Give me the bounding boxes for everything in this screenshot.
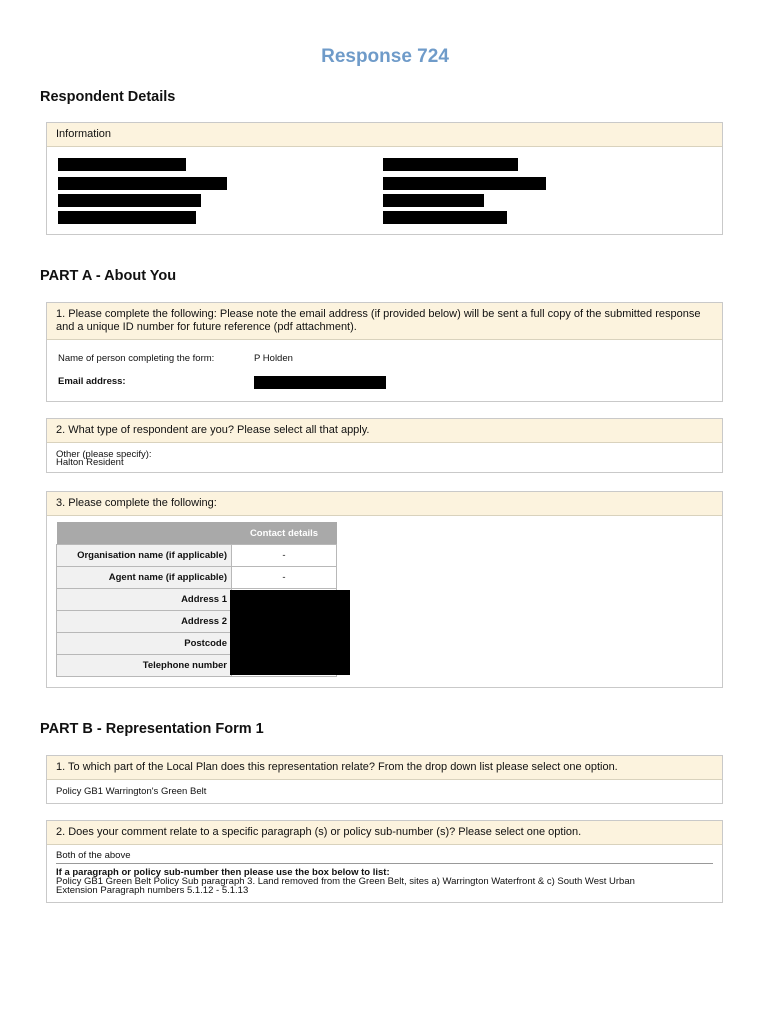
email-label: Email address: — [58, 376, 126, 387]
paragraph-list-line: Policy GB1 Green Belt Policy Sub paragraph 3. Land removed from the Green Belt, sites a) Warrington Waterfront & c) South West Urban — [56, 876, 635, 887]
question-box-a3 — [46, 491, 723, 688]
question-text: 3. Please complete the following: — [47, 492, 722, 516]
name-label: Name of person completing the form: — [58, 353, 215, 364]
name-value: P Holden — [254, 353, 293, 364]
redacted-block — [58, 158, 186, 171]
paragraph-answer: Both of the above — [56, 850, 131, 861]
question-text: 1. Please complete the following: Please note the email address (if provided below) will be sent a full copy of the submitted response and a unique ID number for future reference (pdf attachment). — [47, 303, 722, 340]
row-label: Address 2 — [57, 611, 232, 633]
redacted-block — [383, 194, 484, 207]
question-text: 2. What type of respondent are you? Please select all that apply. — [47, 419, 722, 443]
redacted-block — [58, 177, 227, 190]
table-corner — [57, 522, 232, 545]
page-title: Response 724 — [321, 46, 449, 67]
table-header: Contact details — [232, 522, 337, 545]
question-box-a1 — [46, 302, 723, 402]
redacted-block — [383, 158, 518, 171]
table-row — [57, 567, 337, 589]
row-label: Postcode — [57, 633, 232, 655]
information-box-title: Information — [47, 123, 722, 147]
redacted-block — [383, 177, 546, 190]
redacted-block — [58, 194, 201, 207]
table-row — [57, 545, 337, 567]
redacted-email — [254, 376, 386, 389]
question-text: 1. To which part of the Local Plan does this representation relate? From the drop down list please select one option. — [47, 756, 722, 780]
row-value: - — [232, 567, 337, 589]
question-box-a2 — [46, 418, 723, 473]
row-label: Address 1 — [57, 589, 232, 611]
redacted-block — [58, 211, 196, 224]
question-text: 2. Does your comment relate to a specific paragraph (s) or policy sub-number (s)? Please select one option. — [47, 821, 722, 845]
row-label: Telephone number — [57, 655, 232, 677]
row-value: - — [232, 545, 337, 567]
respondent-type-detail: Halton Resident — [56, 457, 124, 468]
part-b-heading: PART B - Representation Form 1 — [40, 721, 264, 737]
paragraph-list-label: If a paragraph or policy sub-number then please use the box below to list: — [56, 867, 390, 878]
question-box-b2 — [46, 820, 723, 903]
row-label: Agent name (if applicable) — [57, 567, 232, 589]
information-box — [46, 122, 723, 235]
redacted-block — [383, 211, 507, 224]
question-box-b1 — [46, 755, 723, 804]
local-plan-answer: Policy GB1 Warrington's Green Belt — [56, 786, 207, 797]
divider — [56, 863, 713, 864]
redacted-address — [230, 590, 350, 675]
part-a-heading: PART A - About You — [40, 268, 177, 284]
respondent-type-answer: Other (please specify): — [56, 449, 152, 460]
row-label: Organisation name (if applicable) — [57, 545, 232, 567]
paragraph-list-line: Extension Paragraph numbers 5.1.12 - 5.1.13 — [56, 885, 249, 896]
respondent-details-heading: Respondent Details — [40, 89, 176, 105]
